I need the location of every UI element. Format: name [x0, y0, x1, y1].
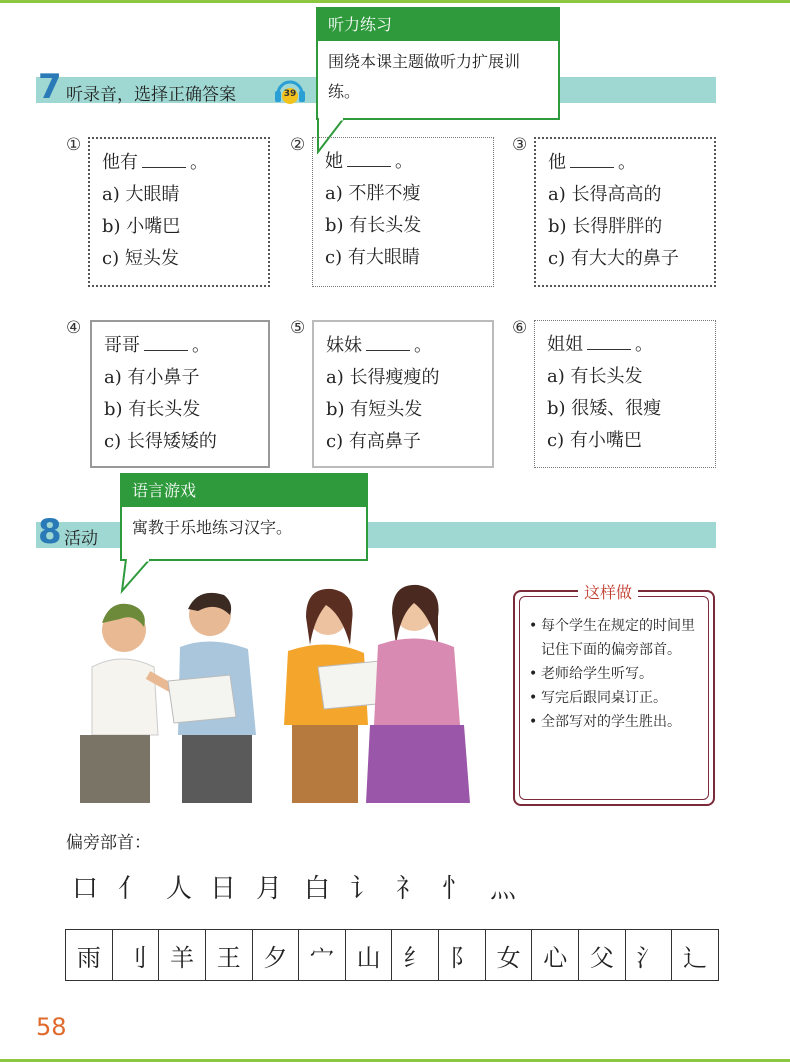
listening-callout [316, 7, 560, 120]
radical: 口 [72, 874, 99, 904]
question-6-number: ⑥ [512, 318, 528, 338]
question-3-box: 他 。 a) 长得高高的 b) 长得胖胖的 c) 有大大的鼻子 [534, 137, 716, 287]
question-1-option-c[interactable]: c) 短头发 [102, 248, 179, 269]
radical-cell: 纟 [392, 930, 439, 980]
radical-cell: 山 [346, 930, 393, 980]
answer-blank [144, 332, 188, 351]
question-1-option-a[interactable]: a) 大眼睛 [102, 184, 180, 205]
question-5-option-b[interactable]: b) 有短头发 [326, 399, 423, 420]
question-6-option-b[interactable]: b) 很矮、很瘦 [547, 398, 662, 419]
callout-body: 围绕本课主题做听力扩展训练。 [328, 52, 521, 101]
top-rule [0, 0, 790, 3]
radical-cell: 夕 [253, 930, 300, 980]
question-5-stem: 妹妹 [326, 335, 362, 356]
howto-title: 这样做 [578, 580, 638, 603]
language-game-callout [120, 473, 368, 561]
question-3-option-a[interactable]: a) 长得高高的 [548, 184, 662, 205]
page-number: 58 [36, 1013, 67, 1041]
headphones-icon[interactable] [274, 76, 306, 108]
radical-cell: 辶 [683, 943, 708, 972]
student-figure [80, 604, 180, 803]
question-6-option-a[interactable]: a) 有长头发 [547, 366, 643, 387]
radical-cell: 羊 [159, 930, 206, 980]
radical: 白 [304, 874, 331, 904]
answer-blank [570, 149, 614, 168]
howto-item: • 每个学生在规定的时间里记住下面的偏旁部首。 [529, 614, 707, 662]
radical-cell: 雨 [66, 930, 113, 980]
callout-body: 寓教于乐地练习汉字。 [132, 518, 293, 537]
question-4-number: ④ [66, 318, 82, 338]
answer-blank [587, 331, 631, 350]
question-4-option-a[interactable]: a) 有小鼻子 [104, 367, 200, 388]
question-4-option-b[interactable]: b) 有长头发 [104, 399, 201, 420]
radical-cell: 氵 [626, 930, 673, 980]
question-2-option-b[interactable]: b) 有长头发 [325, 215, 422, 236]
track-number: 39 [283, 89, 297, 99]
section-8-title: 活动 [64, 529, 98, 549]
callout-title: 语言游戏 [122, 475, 366, 507]
question-2-number: ② [290, 135, 306, 155]
howto-box [513, 583, 715, 806]
radical-cell: 王 [206, 930, 253, 980]
radical-cell: 女 [486, 930, 533, 980]
question-5-number: ⑤ [290, 318, 306, 338]
radical: 礻 [396, 874, 423, 904]
radical: 人 [166, 874, 193, 904]
question-1-stem: 他有 [102, 152, 138, 173]
question-2-option-c[interactable]: c) 有大眼睛 [325, 247, 420, 268]
radicals-label: 偏旁部首： [66, 833, 151, 853]
radicals-table [65, 929, 719, 981]
radical: 亻 [118, 874, 145, 904]
question-4-option-c[interactable]: c) 长得矮矮的 [104, 431, 217, 452]
answer-blank [347, 148, 391, 167]
radical-cell: 心 [532, 930, 579, 980]
radical-cell: 刂 [113, 930, 160, 980]
radical-cell: 宀 [299, 930, 346, 980]
section-7-title: 听录音，选择正确答案 [66, 85, 236, 105]
answer-blank [366, 332, 410, 351]
question-1-box: 他有 。 a) 大眼睛 b) 小嘴巴 c) 短头发 [88, 137, 270, 287]
question-6-stem: 姐姐 [547, 334, 583, 355]
howto-item: • 写完后跟同桌订正。 [529, 686, 707, 710]
question-3-option-b[interactable]: b) 长得胖胖的 [548, 216, 663, 237]
howto-item: • 全部写对的学生胜出。 [529, 710, 707, 734]
radical-cell: 父 [579, 930, 626, 980]
student-figure [366, 585, 470, 803]
question-5-box: 妹妹 。 a) 长得瘦瘦的 b) 有短头发 c) 有高鼻子 [312, 320, 494, 468]
question-2-stem: 她 [325, 151, 343, 172]
radical: 月 [256, 874, 283, 904]
question-3-stem: 他 [548, 152, 566, 173]
radical: 讠 [350, 874, 377, 904]
question-5-option-c[interactable]: c) 有高鼻子 [326, 431, 421, 452]
radical: 日 [210, 874, 237, 904]
question-2-option-a[interactable]: a) 不胖不瘦 [325, 183, 421, 204]
paper-sheet [168, 675, 236, 723]
question-1-number: ① [66, 135, 82, 155]
section-7-number: 7 [38, 67, 62, 107]
question-4-box: 哥哥 。 a) 有小鼻子 b) 有长头发 c) 长得矮矮的 [90, 320, 270, 468]
radical: 灬 [490, 874, 517, 904]
question-3-option-c[interactable]: c) 有大大的鼻子 [548, 248, 679, 269]
question-4-stem: 哥哥 [104, 335, 140, 356]
question-3-number: ③ [512, 135, 528, 155]
question-6-box: 姐姐 。 a) 有长头发 b) 很矮、很瘦 c) 有小嘴巴 [534, 320, 716, 468]
question-1-option-b[interactable]: b) 小嘴巴 [102, 216, 181, 237]
question-5-option-a[interactable]: a) 长得瘦瘦的 [326, 367, 440, 388]
howto-list [529, 614, 707, 734]
question-6-option-c[interactable]: c) 有小嘴巴 [547, 430, 642, 451]
section-8-number: 8 [38, 512, 62, 552]
question-2-box: 她 。 a) 不胖不瘦 b) 有长头发 c) 有大眼睛 [312, 137, 494, 287]
callout-title: 听力练习 [318, 9, 558, 41]
radical-cell: 阝 [439, 930, 486, 980]
radical: 忄 [442, 874, 469, 904]
answer-blank [142, 149, 186, 168]
students-illustration [70, 575, 470, 803]
howto-item: • 老师给学生听写。 [529, 662, 707, 686]
